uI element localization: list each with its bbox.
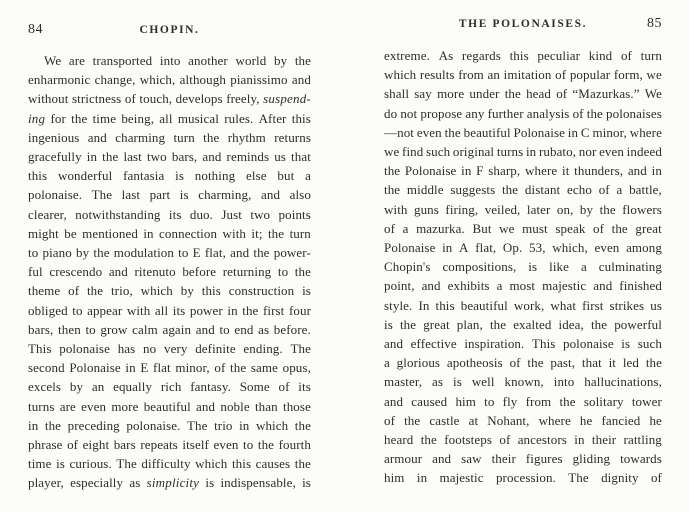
text-line: this wonderful fantasia is nothing else but a: [28, 168, 311, 184]
text-line: him in majestic procession. The dignity of: [384, 470, 662, 486]
text-line: of a mazurka. But we must speak of the great: [384, 220, 662, 236]
text-line: Polonaise in A flat, Op. 53, which, even among: [384, 240, 662, 256]
text-line: Chopin's compositions, is like a culminating: [384, 259, 662, 275]
text-line: the Polonaise in F sharp, where it thunders, and in: [384, 163, 662, 179]
text-line: the middle suggests the distant echo of a battle,: [384, 182, 662, 198]
text-line: we find such original turns in rubato, nor even indeed: [384, 144, 662, 160]
left-page-header: [28, 22, 311, 38]
text-line: theme of the trio, which by this construction is: [28, 283, 311, 299]
right-page-body-text: [384, 46, 662, 488]
text-line: style. In this beautiful work, what first strikes us: [384, 297, 662, 313]
text-line: bars, then to grow calm again and to end as before.: [28, 321, 311, 337]
text-line: gracefully in the last two bars, and reminds us that: [28, 149, 311, 165]
text-line: ingenious and charming turn the rhythm returns: [28, 129, 311, 145]
text-line: do not propose any further analysis of the polonaises: [384, 105, 662, 121]
text-line: clearer, notwithstanding its duo. Just two points: [28, 206, 311, 222]
left-page-body-text: [28, 51, 311, 493]
text-line: armour and saw their figures gliding towards: [384, 451, 662, 467]
text-line: of the castle at Nohant, where he fancied he: [384, 412, 662, 428]
text-line: second Polonaise in E flat minor, of the same opus,: [28, 360, 311, 376]
text-line: —not even the beautiful Polonaise in C minor, where: [384, 124, 662, 140]
text-line: is the great plan, the exalted idea, the powerful: [384, 316, 662, 332]
text-line: We are transported into another world by the: [44, 53, 311, 68]
text-line: to piano by the modulation to E flat, and the power-: [28, 245, 311, 261]
text-line: ing for the time being, all musical rules. After this: [28, 110, 311, 126]
text-line: obliged to appear with all its power in the first four: [28, 302, 311, 318]
text-line: time is curious. The difficulty which this causes the: [28, 456, 311, 472]
text-line: extreme. As regards this peculiar kind of turn: [384, 48, 662, 63]
right-page-header: [384, 16, 662, 32]
text-line: player, especially as simplicity is indispensable, is: [28, 475, 311, 491]
text-line: turns are even more beautiful and noble than those: [28, 398, 311, 414]
text-line: ful crescendo and ritenuto before returning to the: [28, 264, 311, 280]
running-title-left: CHOPIN.: [139, 24, 200, 36]
page-left: [28, 22, 311, 493]
text-line: shall say more under the head of “Mazurkas.” We: [384, 86, 662, 102]
text-line: with guns firing, veiled, later on, by the flowers: [384, 201, 662, 217]
text-line: might be mentioned in connection with it; the turn: [28, 225, 311, 241]
page-number-left: 84: [28, 22, 43, 37]
page-number-right: 85: [647, 16, 662, 31]
text-line: excels by an equally rich fantasy. Some of its: [28, 379, 311, 395]
text-line: point, and exhibits a most majestic and finished: [384, 278, 662, 294]
text-line: phrase of eight bars repeats itself even to the fourth: [28, 437, 311, 453]
text-line: a glorious apotheosis of the past, that it led the: [384, 355, 662, 371]
text-line: enharmonic change, which, although pianissimo and: [28, 72, 311, 88]
text-line: heard the footsteps of ancestors in their rattling: [384, 432, 662, 448]
text-line: master, as is well known, into hallucinations,: [384, 374, 662, 390]
text-line: and effective inspiration. This polonaise is such: [384, 336, 662, 352]
page-right: [384, 16, 662, 488]
text-line: polonaise. The last part is charming, and also: [28, 187, 311, 203]
text-line: which results from an imitation of popular form, we: [384, 67, 662, 83]
text-line: and caused him to fly from the solitary tower: [384, 393, 662, 409]
running-title-right: THE POLONAISES.: [458, 18, 588, 30]
text-line: This polonaise has no very definite ending. The: [28, 341, 311, 357]
text-line: without strictness of touch, develops freely, suspend-: [28, 91, 311, 107]
text-line: in the preceding polonaise. The trio in which the: [28, 417, 311, 433]
